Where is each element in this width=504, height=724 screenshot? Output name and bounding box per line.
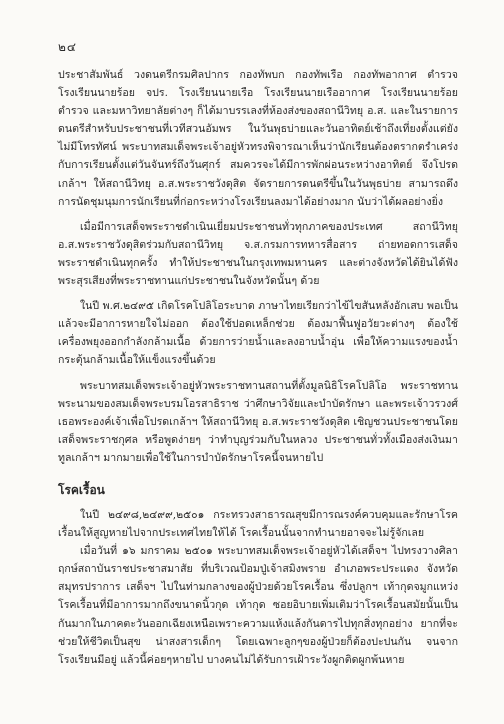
paragraph-4: พระบาทสมเด็จพระเจ้าอยู่หัวพระราชทานสถานที่ตั้งมูลนิธิโรคโปลิโอ พระราชทานพระนามของสมเด็จพระบรมโอรสาธิราช ว่าศึกษาวิจัยและบำบัดรักษา และพระเจ้าวรวงศ์เธอพระองค์เจ้าเพื่อโปรดเกล้าฯ ให้สถานีวิทยุ อ.ส.พระราชวังดุสิต เชิญชวนประชาชนโดยเสด็จพระราชกุศล หรือพูดง่ายๆ ว่าทำบุญร่วมกับในหลวง ประชาชนทั่วทั้งเมืองส่งเงินมาทูลเกล้าฯ มากมายเพื่อใช้ในการบำบัดรักษาโรคนี้จนหายไป	[58, 379, 458, 464]
page-number: ๒๔	[58, 40, 77, 54]
paragraph-3: ในปี พ.ศ.๒๔๙๕ เกิดโรคโปลิโอระบาด ภาษาไทยเรียกว่าไข้ไขสันหลังอักเสบ พอเป็นแล้วจะมีอาการหายใจไม่ออก ต้องใช้ปอดเหล็กช่วย ต้องมาฟื้นฟูอวัยวะต่างๆ ต้องใช้เครื่องพยุงออกกำลังกล้ามเนื้อ ด้วยการว่ายน้ำและลงอาบน้ำอุ่น เพื่อให้ความแรงของน้ำกระตุ้นกล้ามเนื้อให้แข็งแรงขึ้นด้วย	[58, 300, 458, 367]
body-text	[58, 66, 462, 669]
section-heading: โรคเรื้อน	[58, 482, 105, 497]
section-paragraph-2: เมื่อวันที่ ๑๖ มกราคม ๒๕๐๑ พระบาทสมเด็จพระเจ้าอยู่หัวได้เสด็จฯ ไปทรงวางศิลาฤกษ์สถาบันราชประชาสมาสัย ที่บริเวณป้อมปู่เจ้าสมิงพราย อำเภอพระประแดง จังหวัดสมุทรปราการ เสด็จฯ ไปในท่ามกลางของผู้ป่วยด้วยโรคเรื้อน ซึ่งปลูกฯ เท้ากุดจมูกแหว่ง โรคเรื้อนที่มีอาการมากถึงขนาดนิ้วกุด เท้ากุด ซอยอิบายเพิ่มเติมว่าโรคเรื้อนสมัยนั้นเป็นกันมากในภาคตะวันออกเฉียงเหนือเพราะความแห้งแล้งกันดารไปทุกสิ่งทุกอย่าง ยากที่จะช่วยให้ชีวิตเป็นสุข น่าสงสารเด็กๆ โดยเฉพาะลูกๆของผู้ป่วยก็ต้องปะปนกัน จนจากโรงเรียนมีอยู่ แล้วนี้ค่อยๆหายไป บางคนไม่ได้รับการเฝ้าระวังผูกติดผูกพ้นหาย	[58, 545, 462, 666]
paragraph-1: ประชาสัมพันธ์ วงดนตรีกรมศิลปากร กองทัพบก กองทัพเรือ กองทัพอากาศ ตำรวจ โรงเรียนนายร้อย จปร. โรงเรียนนายเรือ โรงเรียนนายเรืออากาศ โรงเรียนนายร้อยตำรวจ และมหาวิทยาลัยต่างๆ ก็ได้มาบรรเลงที่ห้องส่งของสถานีวิทยุ อ.ส. และในรายการดนตรีสำหรับประชาชนที่เวทีสวนอัมพร ในวันพุธบ่ายและวันอาทิตย์เช้าถึงเที่ยงตั้งแต่ยังไม่มีโทรทัศน์ พระบาทสมเด็จพระเจ้าอยู่หัวทรงพิจารณาเห็นว่านักเรียนต้องตรากตรำเคร่งกับการเรียนตั้งแต่วันจันทร์ถึงวันศุกร์ สมควรจะได้มีการพักผ่อนระหว่างอาทิตย์ จึงโปรดเกล้าฯ ให้สถานีวิทยุ อ.ส.พระราชวังดุสิต จัดรายการดนตรีขึ้นในวันพุธบ่าย สามารถดึงการนัดชุมนุมการนักเรียนที่ก่อกระหว่างโรงเรียนลงมาได้อย่างมาก นับว่าได้ผลอย่างยิ่ง	[58, 69, 462, 208]
section-paragraph-1: ในปี ๒๔๙๘,๒๔๙๙,๒๕๐๑ กระทรวงสาธารณสุขมีการณรงค์ควบคุมและรักษาโรคเรื้อนให้สูญหายไปจากประเทศไทยให้ได้ โรคเรื้อนนั้นจากทำนายอาจจะไม่รู้จักเลย	[58, 508, 458, 540]
paragraph-2: เมื่อมีการเสด็จพระราชดำเนินเยี่ยมประชาชนทั่วทุกภาคของประเทศ สถานีวิทยุอ.ส.พระราชวังดุสิตร่วมกับสถานีวิทยุ จ.ส.กรมการทหารสื่อสาร ถ่ายทอดการเสด็จพระราชดำเนินทุกครั้ง ทำให้ประชาชนในกรุงเทพมหานคร และต่างจังหวัดได้ยินได้ฟังพระสุรเสียงที่พระราชทานแก่ประชาชนในจังหวัดนั้นๆ ด้วย	[58, 220, 458, 288]
